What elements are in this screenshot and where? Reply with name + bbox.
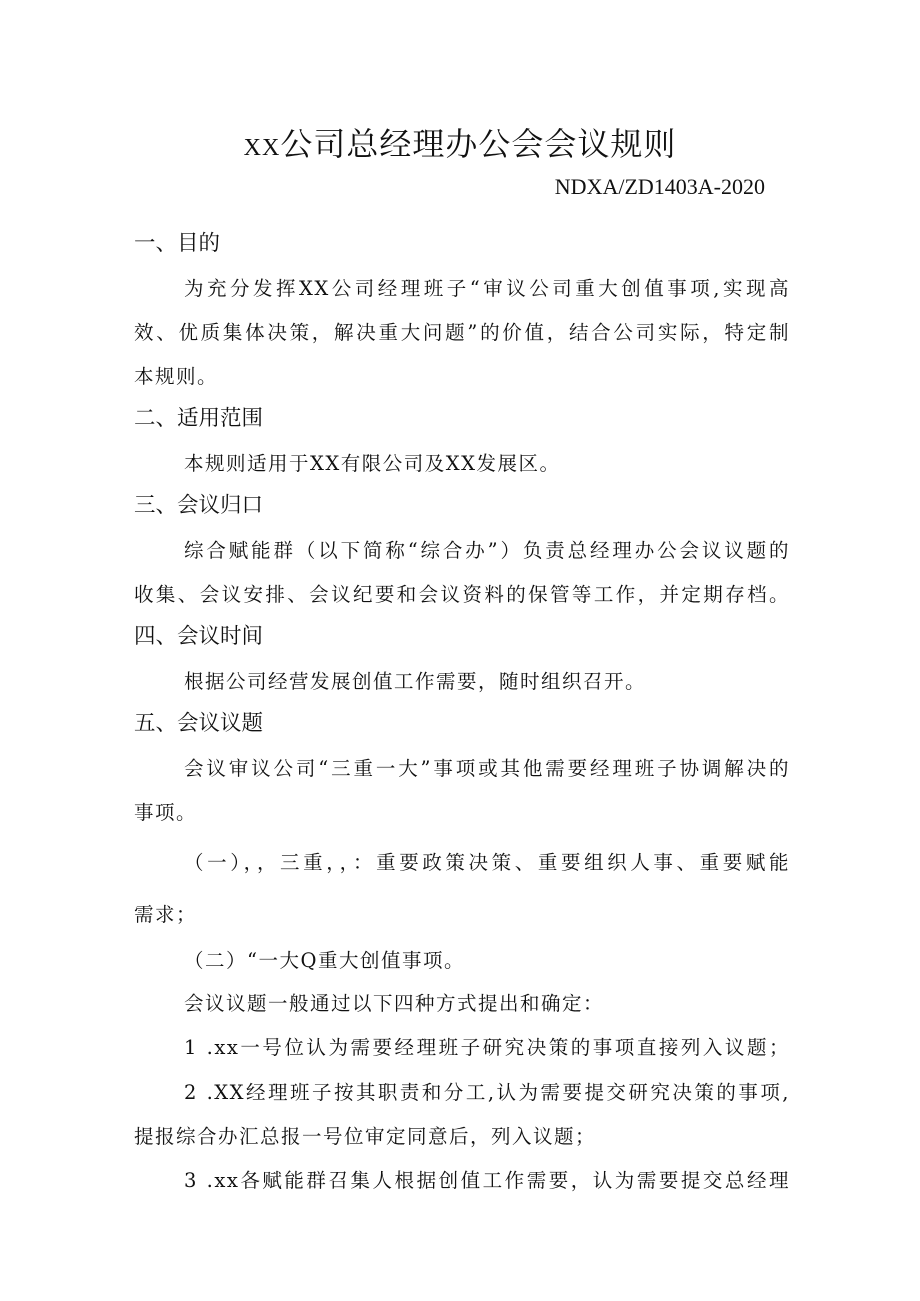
paragraph-line: 事项。 xyxy=(134,801,198,824)
section-heading-time: 四、会议时间 xyxy=(134,624,264,649)
paragraph-line: 本规则。 xyxy=(134,365,219,388)
section-heading-purpose: 一、目的 xyxy=(134,231,221,256)
document-code: NDXA/ZD1403A-2020 xyxy=(554,174,765,199)
section-heading-ownership: 三、会议归口 xyxy=(134,493,264,518)
paragraph-line: 效、优质集体决策，解决重大问题”的价值，结合公司实际，特定制 xyxy=(134,321,790,344)
paragraph-line: 收集、会议安排、会议纪要和会议资料的保管等工作，并定期存档。 xyxy=(134,583,790,606)
title-main: 公司总经理办公会会议规则 xyxy=(280,125,677,163)
paragraph-line: 会议议题一般通过以下四种方式提出和确定： xyxy=(184,992,605,1015)
list-item: 2 .XX经理班子按其职责和分工,认为需要提交研究决策的事项, xyxy=(184,1081,790,1104)
paragraph-line: 提报综合办汇总报一号位审定同意后，列入议题； xyxy=(134,1125,597,1148)
list-item: 3 .xx各赋能群召集人根据创值工作需要，认为需要提交总经理 xyxy=(184,1169,790,1192)
document-title xyxy=(0,120,920,172)
section-heading-scope: 二、适用范围 xyxy=(134,406,264,431)
section-heading-topics: 五、会议议题 xyxy=(134,711,264,736)
paragraph-line: 需求； xyxy=(134,903,198,926)
paragraph-line: 根据公司经营发展创值工作需要，随时组织召开。 xyxy=(184,670,647,693)
paragraph-line: 综合赋能群（以下简称“综合办”）负责总经理办公会议议题的 xyxy=(184,539,790,562)
paragraph-line: （二）“一大Q重大创值事项。 xyxy=(184,949,465,972)
paragraph-line: 本规则适用于XX有限公司及XX发展区。 xyxy=(184,452,561,475)
paragraph-line: 为充分发挥XX公司经理班子“审议公司重大创值事项,实现高 xyxy=(184,277,790,300)
list-item: 1 .xx一号位认为需要经理班子研究决策的事项直接列入议题； xyxy=(184,1036,790,1059)
title-prefix: XX xyxy=(243,135,281,161)
paragraph-line: （一），，三重，，：重要政策决策、重要组织人事、重要赋能 xyxy=(184,851,790,874)
paragraph-line: 会议审议公司“三重一大”事项或其他需要经理班子协调解决的 xyxy=(184,757,790,780)
